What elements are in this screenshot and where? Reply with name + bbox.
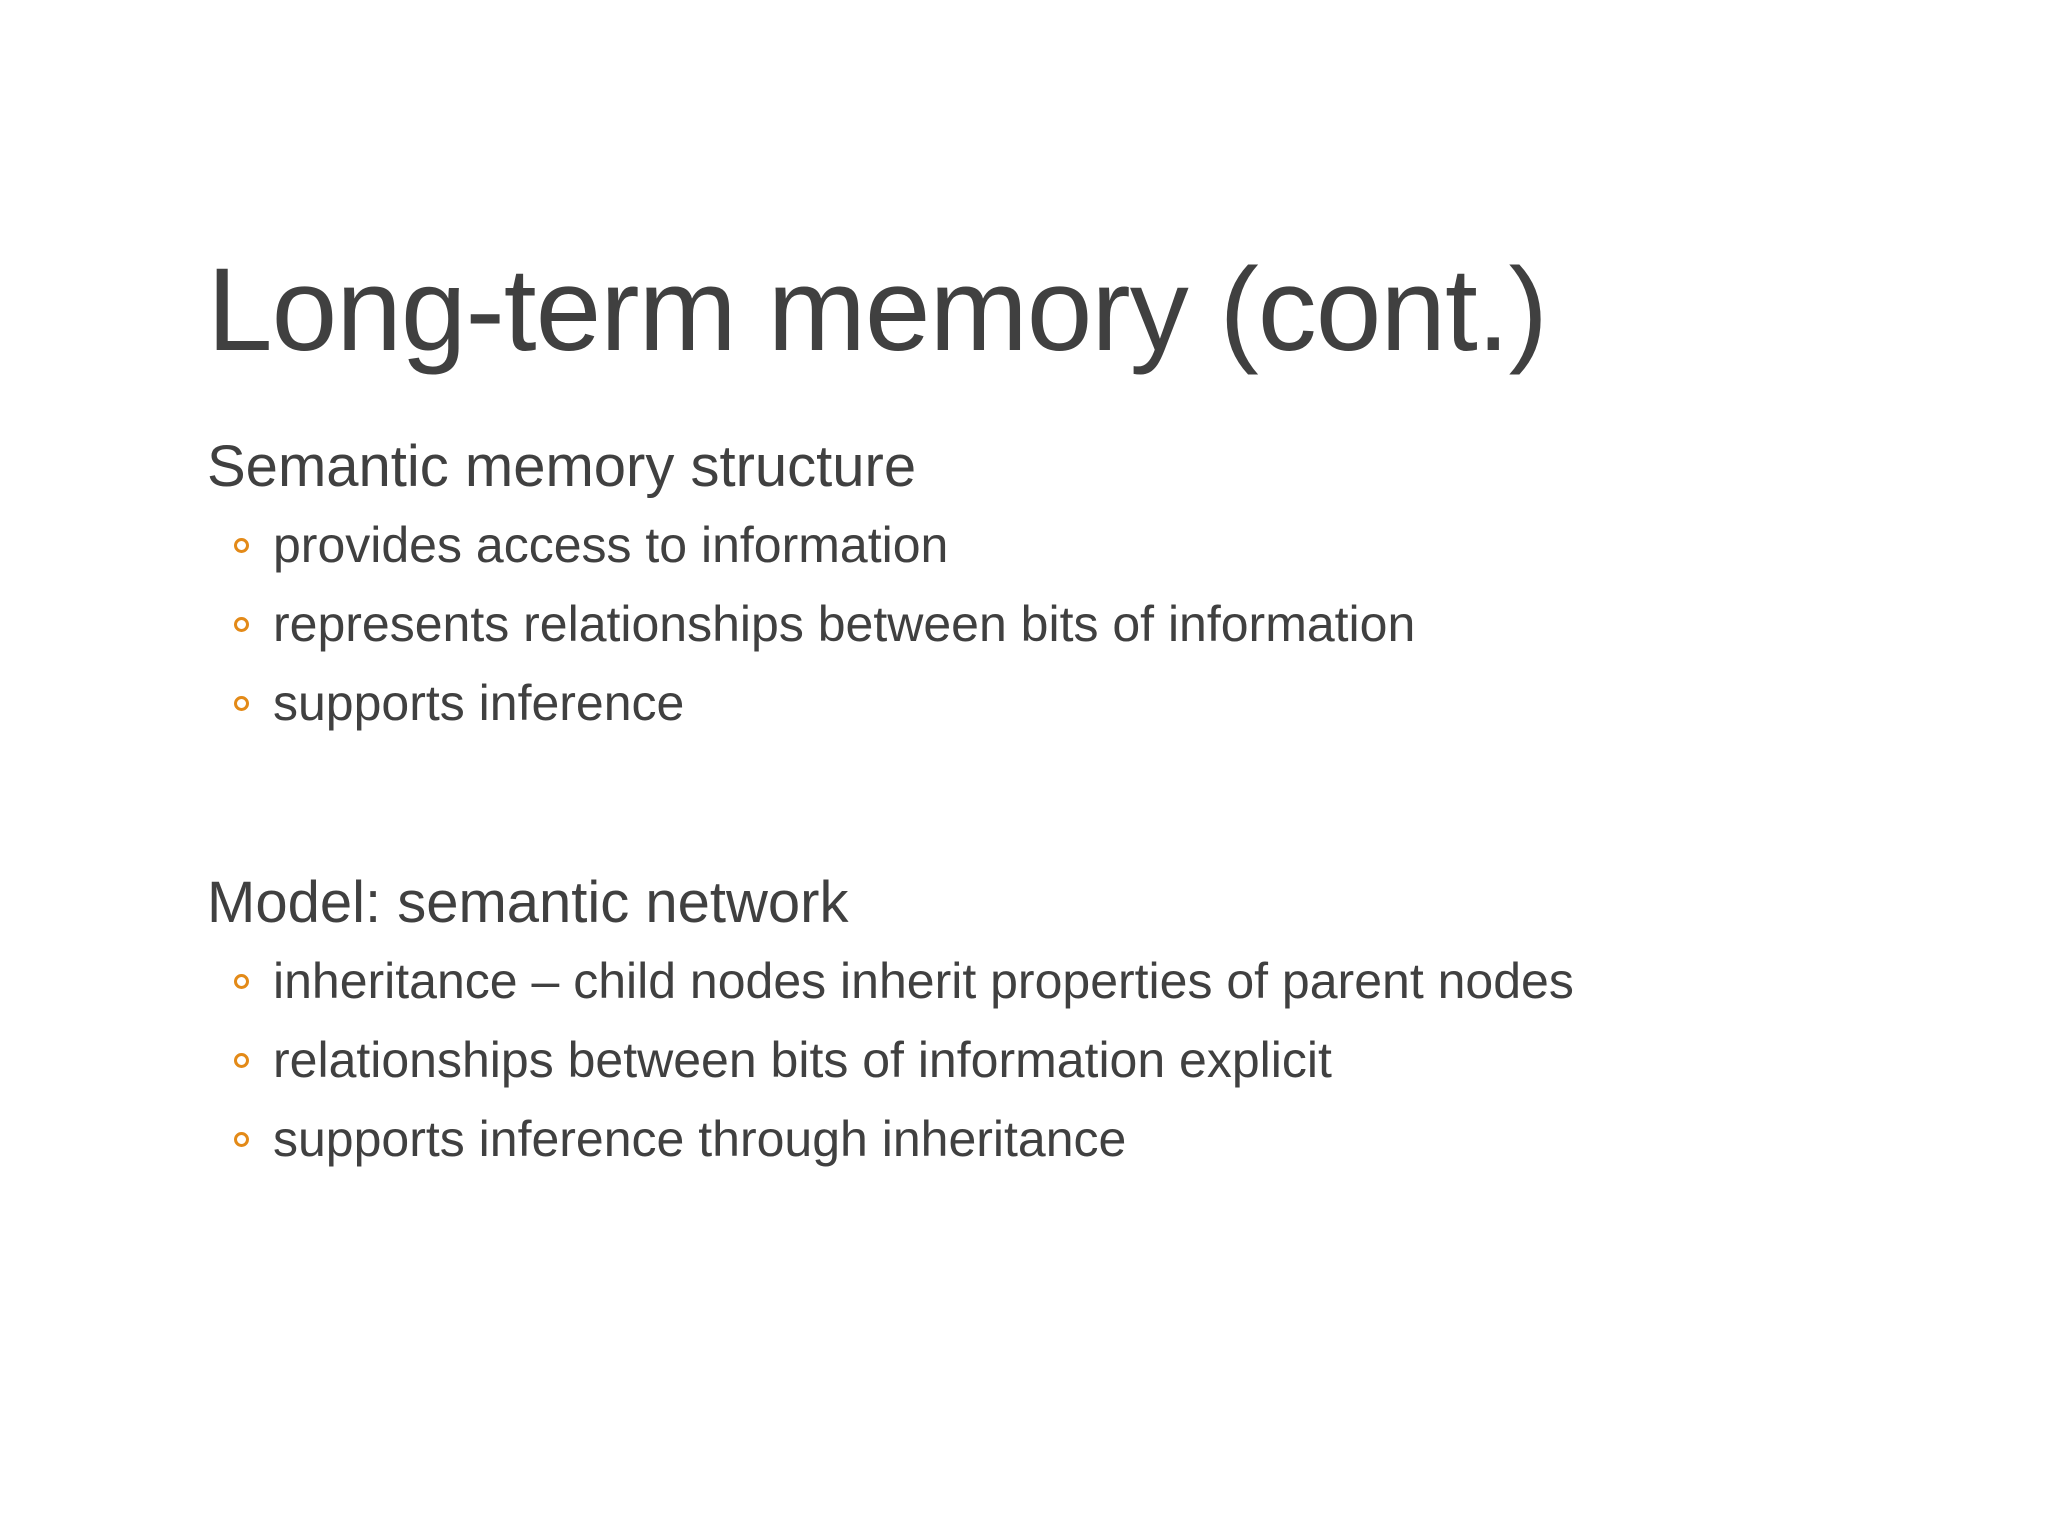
list-item [207, 664, 1907, 743]
bullet-text: relationships between bits of information explicit [273, 1032, 1332, 1088]
bullet-text: supports inference [273, 675, 685, 731]
circle-bullet-icon [234, 538, 249, 553]
list-item [207, 1100, 1907, 1179]
circle-bullet-icon [234, 696, 249, 711]
bullet-text: supports inference through inheritance [273, 1111, 1127, 1167]
bullet-list [207, 942, 1907, 1179]
bullet-text: inheritance – child nodes inherit properties of parent nodes [273, 953, 1574, 1009]
section-semantic-network-model [207, 868, 1907, 1179]
section-semantic-memory-structure [207, 432, 1907, 743]
bullet-text: represents relationships between bits of information [273, 596, 1416, 652]
circle-bullet-icon [234, 1132, 249, 1147]
circle-bullet-icon [234, 1053, 249, 1068]
circle-bullet-icon [234, 617, 249, 632]
section-heading: Semantic memory structure [207, 434, 917, 499]
section-heading: Model: semantic network [207, 870, 849, 935]
list-item [207, 1021, 1907, 1100]
circle-bullet-icon [234, 974, 249, 989]
bullet-text: provides access to information [273, 517, 949, 573]
list-item [207, 585, 1907, 664]
bullet-list [207, 506, 1907, 743]
list-item [207, 942, 1907, 1021]
list-item [207, 506, 1907, 585]
slide-title: Long-term memory (cont.) [207, 244, 1547, 376]
